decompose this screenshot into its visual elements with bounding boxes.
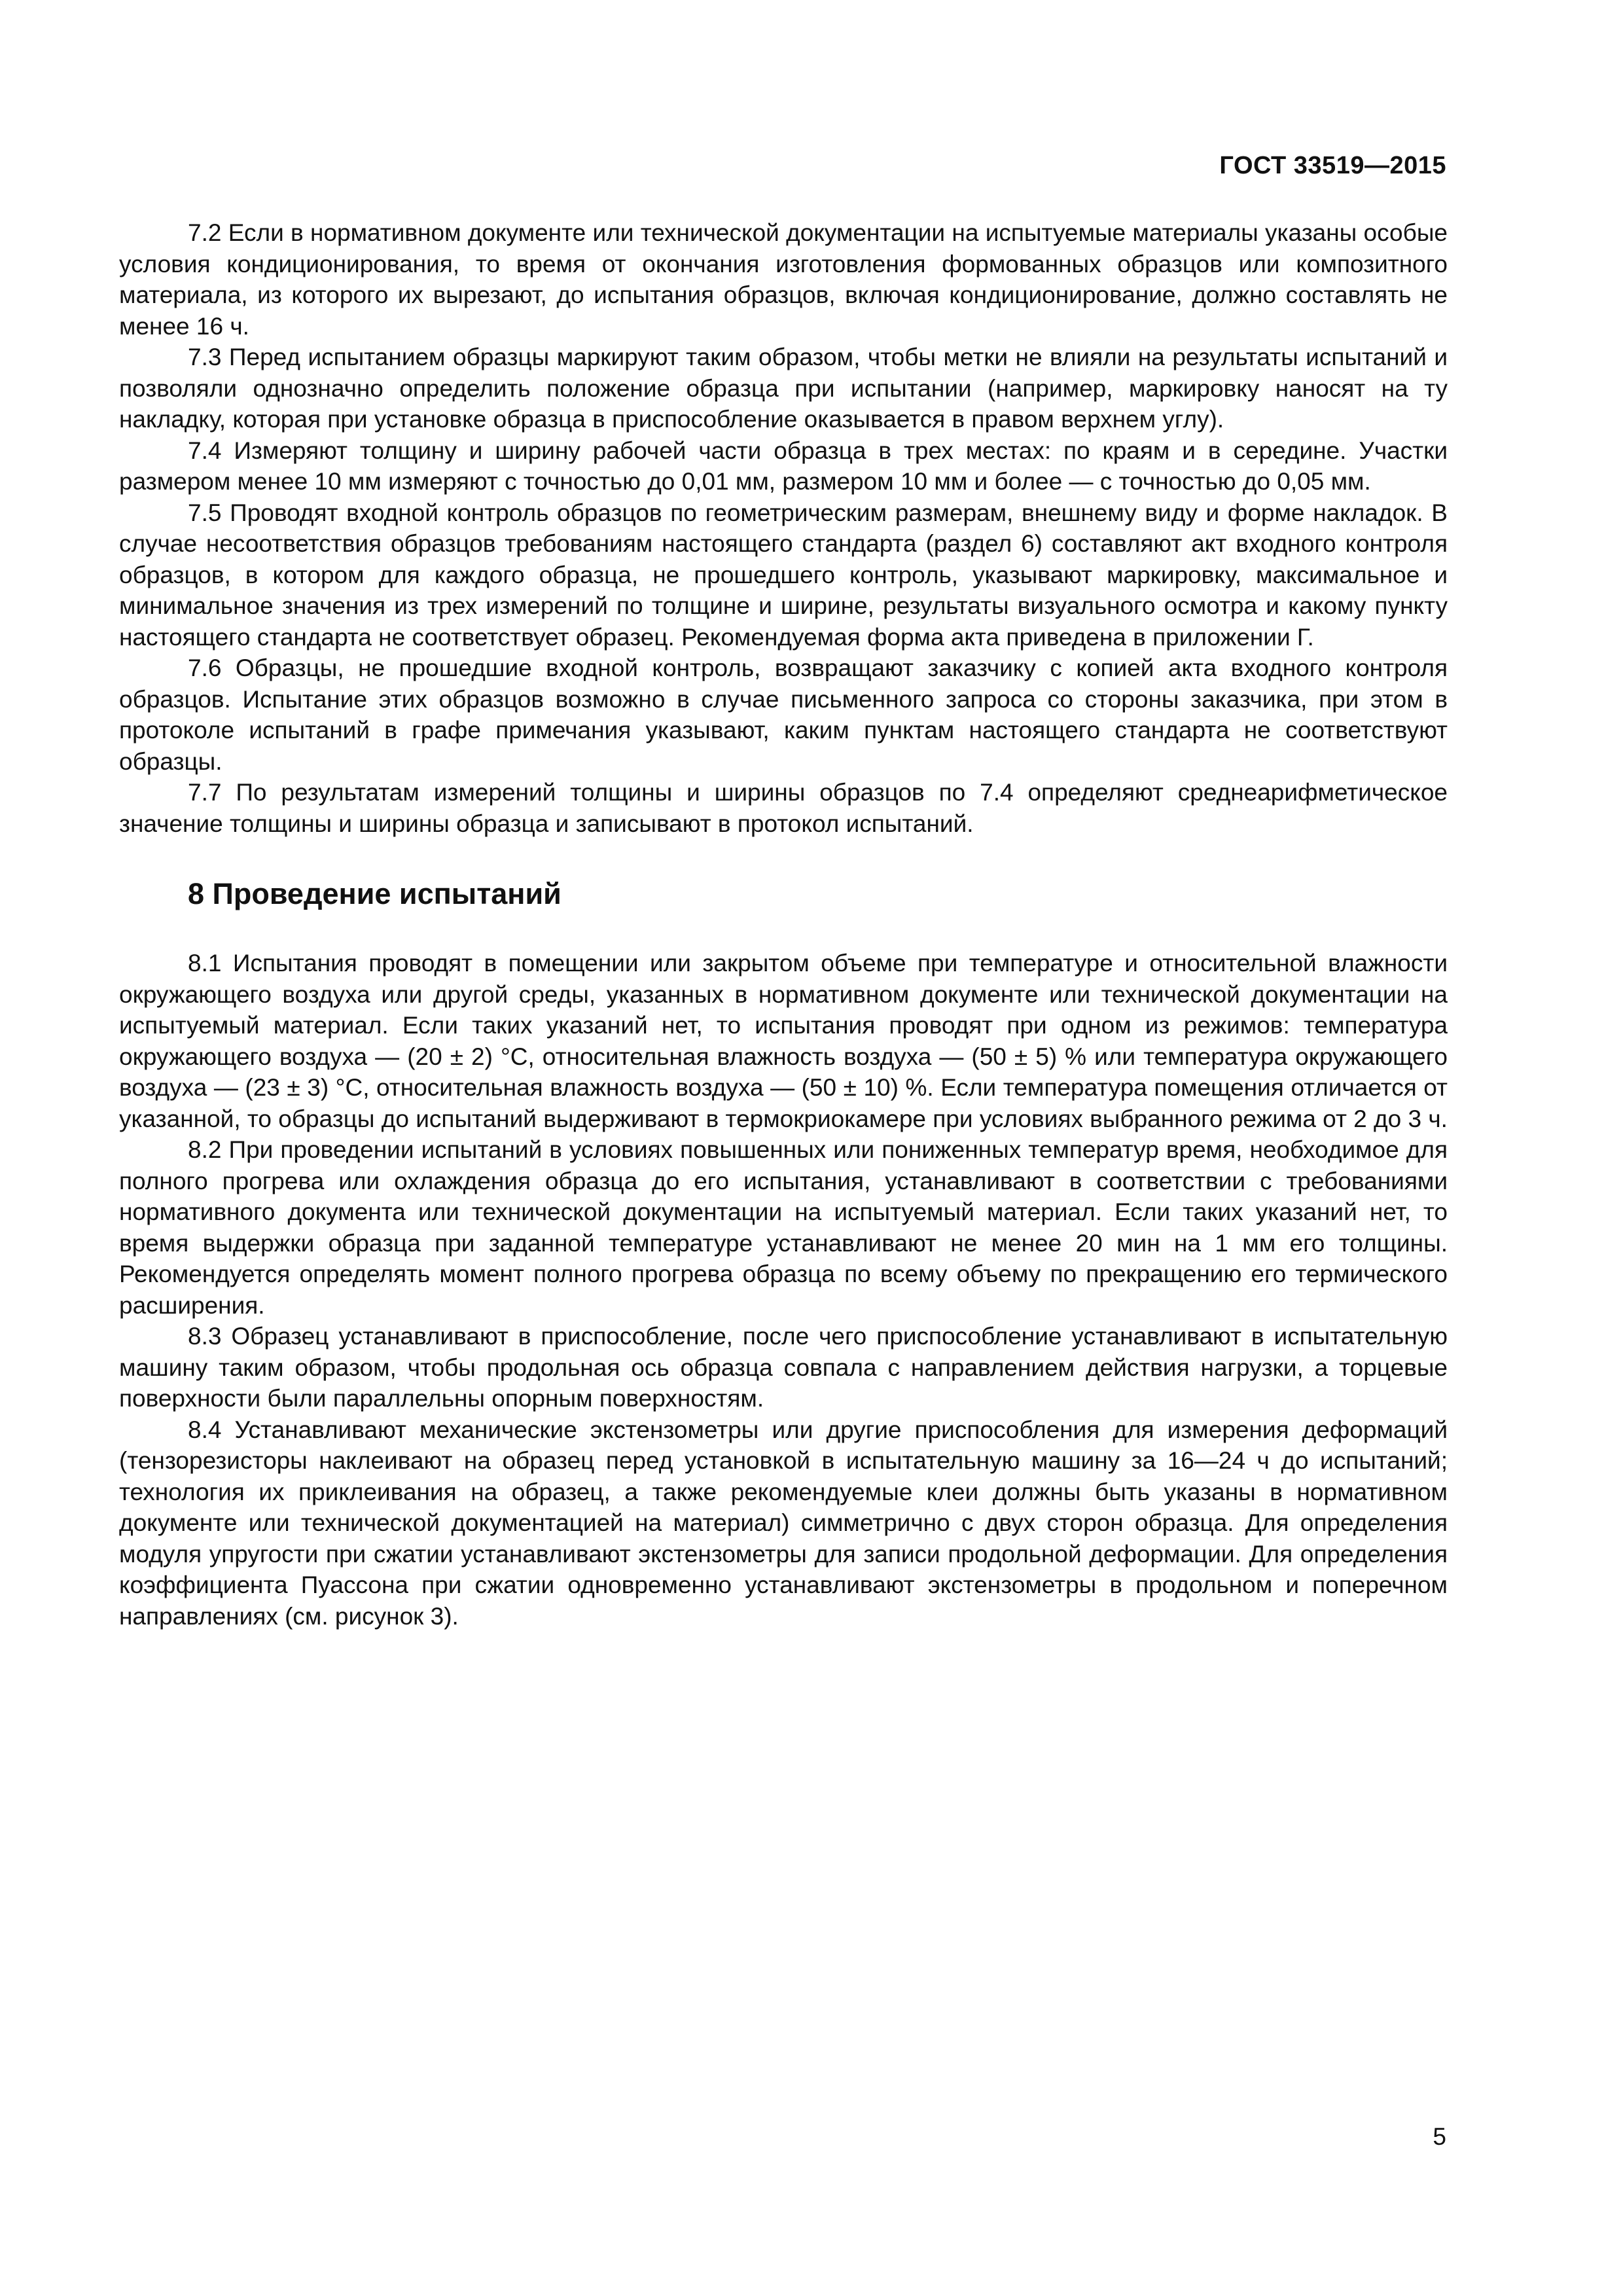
paragraph-7-4: 7.4 Измеряют толщину и ширину рабочей части образца в трех местах: по краям и в середине. Участки размером менее 10 мм измеряют с точностью до 0,01 мм, размером 10 мм и более — с точностью до 0,05 мм. — [119, 437, 1448, 495]
paragraph-7-3: 7.3 Перед испытанием образцы маркируют таким образом, чтобы метки не влияли на результаты испытаний и позволяли однозначно определить положение образца при испытании (например, маркировку наносят на ту накладку, которая при установке образца в приспособление оказывается в правом верхнем углу). — [119, 344, 1448, 433]
paragraph-8-2: 8.2 При проведении испытаний в условиях повышенных или пониженных температур время, необходимое для полного прогрева или охлаждения образца до его испытания, устанавливают в соответствии с требованиями нормативного документа или технической документации на испытуемый материал. Если таких указаний нет, то время выдержки образца при заданной температуре устанавливают не менее 20 мин на 1 мм его толщины. Рекомендуется определять момент полного прогрева образца по всему объему по прекращению его термического расширения. — [119, 1136, 1448, 1319]
paragraph-8-3: 8.3 Образец устанавливают в приспособление, после чего приспособление устанавливают в испытательную машину таким образом, чтобы продольная ось образца совпала с направлением действия нагрузки, а торцевые поверхности были параллельны опорным поверхностям. — [119, 1323, 1448, 1412]
paragraph-8-1: 8.1 Испытания проводят в помещении или закрытом объеме при температуре и относительной влажности окружающего воздуха или другой среды, указанных в нормативном документе или технической документации на испытуемый материал. Если таких указаний нет, то испытания проводят при одном из режимов: температура окружающего воздуха — (20 ± 2) °С, относительная влажность воздуха — (50 ± 5) % или температура окружающего воздуха — (23 ± 3) °С, относительная влажность воздуха — (50 ± 10) %. Если температура помещения отличается от указанной, то образцы до испытаний выдерживают в термокриокамере при условиях выбранного режима от 2 до 3 ч. — [119, 950, 1448, 1132]
paragraph-7-6: 7.6 Образцы, не прошедшие входной контроль, возвращают заказчику с копией акта входного контроля образцов. Испытание этих образцов возможно в случае письменного запроса со стороны заказчика, при этом в протоколе испытаний в графе примечания указывают, каким пунктам настоящего стандарта не соответствуют образцы. — [119, 655, 1448, 775]
document-header-id: ГОСТ 33519—2015 — [1219, 152, 1446, 179]
paragraph-7-7: 7.7 По результатам измерений толщины и ширины образцов по 7.4 определяют среднеарифметическое значение толщины и ширины образца и записывают в протокол испытаний. — [119, 779, 1448, 837]
document-body — [119, 217, 1448, 1632]
page-number: 5 — [1433, 2123, 1446, 2150]
section-8-title: 8 Проведение испытаний — [188, 877, 562, 910]
paragraph-8-4: 8.4 Устанавливают механические экстензометры или другие приспособления для измерения деформаций (тензорезисторы наклеивают на образец перед установкой в испытательную машину за 16—24 ч до испытаний; технология их приклеивания на образец, а также рекомендуемые клеи должны быть указаны в нормативном документе или технической документацией на материал) симметрично с двух сторон образца. Для определения модуля упругости при сжатии устанавливают экстензометры для записи продольной деформации. Для определения коэффициента Пуассона при сжатии одновременно устанавливают экстензометры в продольном и поперечном направлениях (см. рисунок 3). — [119, 1416, 1448, 1630]
paragraph-7-5: 7.5 Проводят входной контроль образцов по геометрическим размерам, внешнему виду и форме накладок. В случае несоответствия образцов требованиям настоящего стандарта (раздел 6) составляют акт входного контроля образцов, в котором для каждого образца, не прошедшего контроль, указывают маркировку, максимальное и минимальное значения из трех измерений по толщине и ширине, результаты визуального осмотра и какому пункту настоящего стандарта не соответствует образец. Рекомендуемая форма акта приведена в приложении Г. — [119, 499, 1448, 651]
paragraph-7-2: 7.2 Если в нормативном документе или технической документации на испытуемые материалы указаны особые условия кондиционирования, то время от окончания изготовления формованных образцов или композитного материала, из которого их вырезают, до испытания образцов, включая кондиционирование, должно составлять не менее 16 ч. — [119, 219, 1448, 340]
